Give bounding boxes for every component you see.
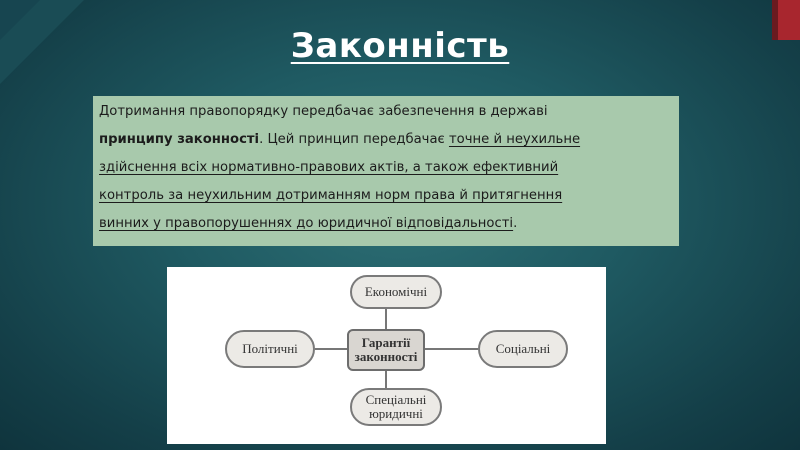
text-line-5-period: . bbox=[513, 216, 518, 231]
definition-text-box bbox=[93, 96, 679, 246]
node-bottom-line-2: юридичні bbox=[369, 406, 423, 421]
text-line-5 bbox=[99, 210, 673, 238]
node-center-guarantees bbox=[347, 329, 425, 371]
node-center-line-1: Гарантії bbox=[361, 335, 411, 350]
text-line-2-underlined: точне й неухильне bbox=[448, 132, 581, 147]
node-economic: Економічні bbox=[350, 275, 442, 309]
slide-title: Законність bbox=[290, 26, 510, 66]
guarantees-diagram bbox=[167, 267, 606, 444]
text-line-2-middle: . Цей принцип передбачає bbox=[259, 132, 449, 147]
node-bottom-line-1: Спеціальні bbox=[365, 392, 427, 407]
node-center-line-2: законності bbox=[354, 349, 418, 364]
text-line-5-underlined: винних у правопорушеннях до юридичної відповідальності bbox=[99, 216, 514, 231]
node-political: Політичні bbox=[225, 330, 315, 368]
text-line-1-content: Дотримання правопорядку передбачає забезпечення в державі bbox=[99, 104, 548, 119]
principle-of-legality-term: принципу законності bbox=[99, 132, 260, 147]
node-special-legal bbox=[350, 388, 442, 426]
text-line-4: контроль за неухильним дотриманням норм права й притягнення bbox=[99, 188, 563, 203]
text-line-3: здійснення всіх нормативно-правових актів, а також ефективний bbox=[99, 160, 559, 175]
node-social: Соціальні bbox=[478, 330, 568, 368]
text-line-1 bbox=[99, 98, 673, 126]
text-line-2 bbox=[99, 126, 673, 154]
